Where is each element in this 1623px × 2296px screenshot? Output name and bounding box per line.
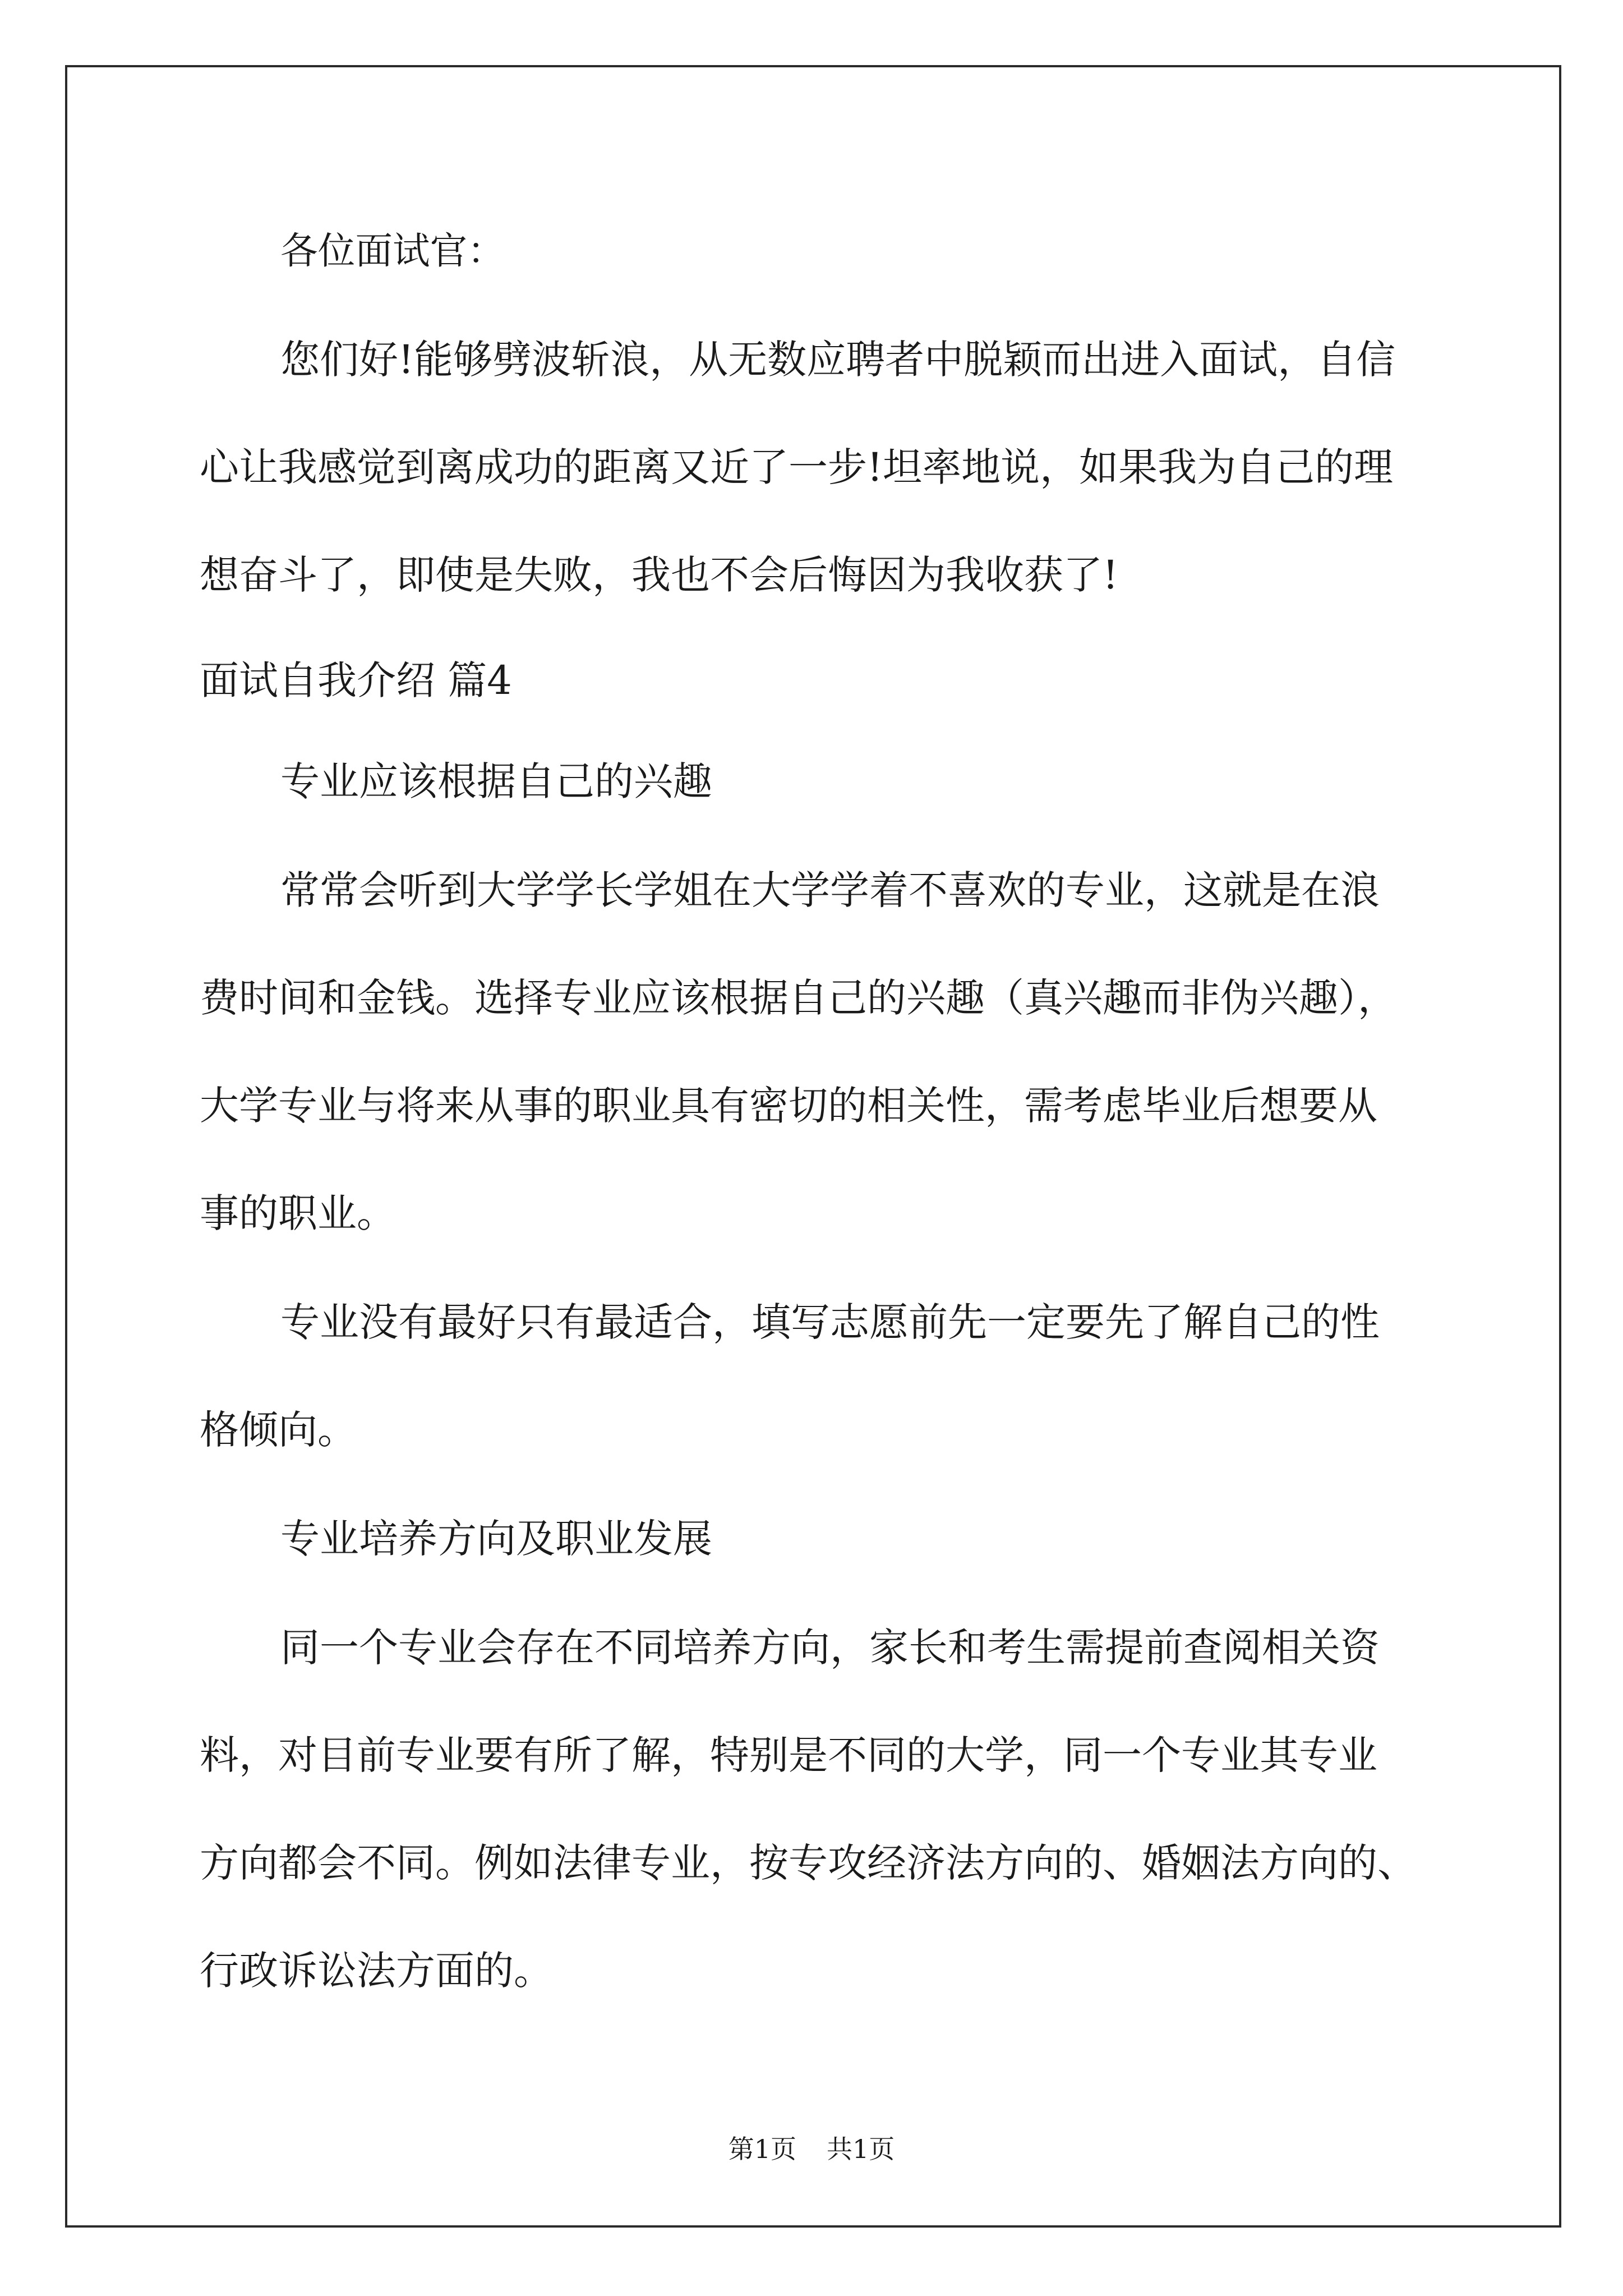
paragraph-line: 同一个专业会存在不同培养方向，家长和考生需提前查阅相关资 xyxy=(280,1625,1380,1671)
paragraph-line: 费时间和金钱。选择专业应该根据自己的兴趣（真兴趣而非伪兴趣）， xyxy=(200,975,1397,1021)
paragraph-line: 大学专业与将来从事的职业具有密切的相关性，需考虑毕业后想要从 xyxy=(200,1083,1377,1129)
page-border xyxy=(65,65,1561,2228)
page-footer xyxy=(0,2129,1623,2166)
paragraph-line: 行政诉讼法方面的。 xyxy=(200,1948,553,1994)
paragraph-line: 方向都会不同。例如法律专业，按专攻经济法方向的、婚姻法方向的、 xyxy=(200,1840,1417,1886)
paragraph-line: 您们好!能够劈波斩浪，从无数应聘者中脱颖而出进入面试，自信 xyxy=(280,337,1396,383)
paragraph-line: 格倾向。 xyxy=(200,1407,357,1453)
page-number: 第1页 xyxy=(728,2134,796,2164)
paragraph-line: 事的职业。 xyxy=(200,1190,396,1236)
subheading-line: 专业培养方向及职业发展 xyxy=(280,1516,712,1562)
section-heading: 面试自我介绍 篇4 xyxy=(200,657,512,703)
paragraph-line: 料，对目前专业要有所了解，特别是不同的大学，同一个专业其专业 xyxy=(200,1732,1377,1778)
paragraph-line: 想奋斗了，即使是失败，我也不会后悔因为我收获了! xyxy=(200,552,1119,598)
subheading-line: 专业应该根据自己的兴趣 xyxy=(280,758,712,804)
paragraph-line: 心让我感觉到离成功的距离又近了一步!坦率地说，如果我为自己的理 xyxy=(200,444,1394,490)
paragraph-line: 常常会听到大学学长学姐在大学学着不喜欢的专业，这就是在浪 xyxy=(280,867,1380,913)
paragraph-line: 专业没有最好只有最适合，填写志愿前先一定要先了解自己的性 xyxy=(280,1299,1380,1345)
salutation-line: 各位面试官： xyxy=(280,229,505,273)
page-total: 共1页 xyxy=(827,2134,895,2164)
